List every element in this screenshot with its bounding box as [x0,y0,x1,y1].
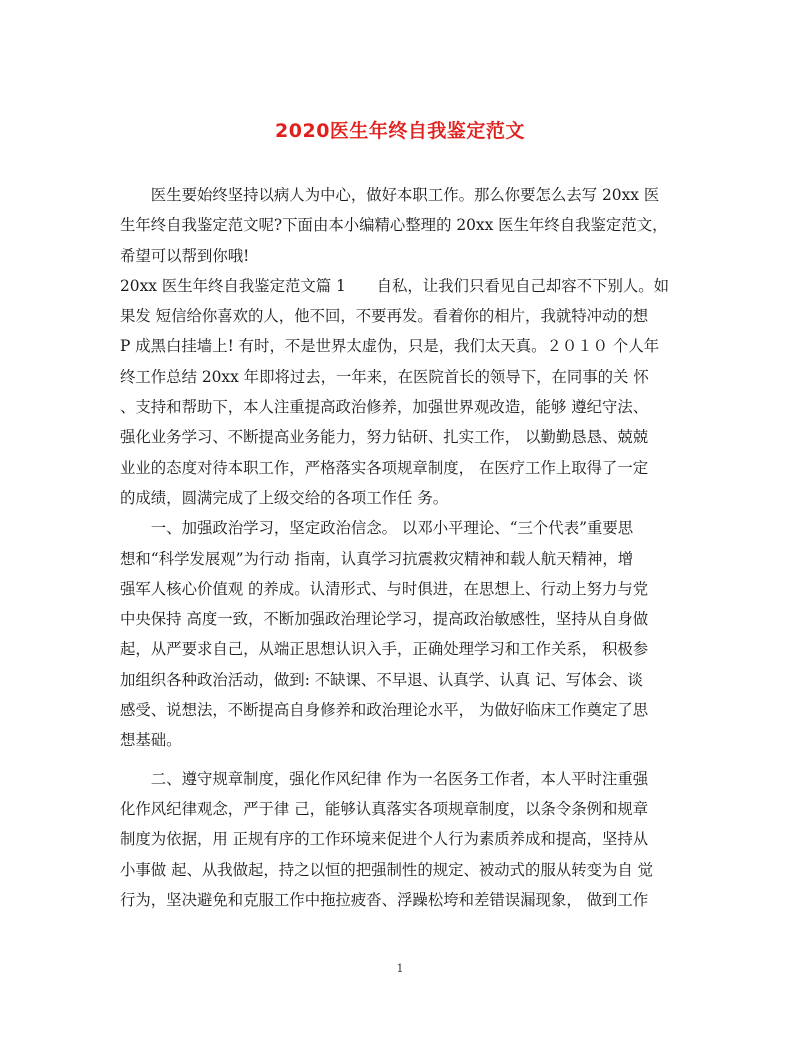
paragraph-line: 化作风纪律观念，严于律 己，能够认真落实各项规章制度，以条令条例和规章 [120,799,649,818]
page-number: 1 [396,962,404,975]
paragraph-line: 强化业务学习、不断提高业务能力，努力钻研、扎实工作， 以勤勤恳恳、兢兢 [120,428,649,447]
paragraph-line: 制度为依据，用 正规有序的工作环境来促进个人行为素质养成和提高，坚持从 [120,830,649,849]
paragraph-line: 医生要始终坚持以病人为中心，做好本职工作。那么你要怎么去写 20xx 医 [120,186,660,204]
paragraph-line: 中央保持 高度一致，不断加强政治理论学习，提高政治敏感性，坚持从自身做 [120,610,649,629]
paragraph-gap [120,756,682,764]
paragraph-line: 终工作总结 20xx 年即将过去，一年来，在医院首长的领导下，在同事的关 怀 [120,367,649,386]
paragraph-line: 、支持和帮助下，本人注重提高政治修养，加强世界观改造，能够 遵纪守法、 [120,398,649,417]
document-title: 2020医生年终自我鉴定范文 [275,120,525,142]
paragraph-line: 想和“科学发展观”为行动 指南，认真学习抗震救灾精神和载人航天精神，增 [120,549,634,568]
paragraph-line: 起，从严要求自己，从端正思想认识入手，正确处理学习和工作关系， 积极参 [120,640,649,659]
paragraph-line: 一、加强政治学习，坚定政治信念。 以邓小平理论、“三个代表”重要思 [120,519,634,538]
document-body [120,180,682,915]
paragraph-line: 强军人核心价值观 的养成。认清形式、与时俱进，在思想上、行动上努力与党 [120,579,649,598]
paragraph-line: 20xx 医生年终自我鉴定范文篇 1 自私，让我们只看见自己却容不下别人。如 [120,276,670,295]
paragraph-line: 希望可以帮到你哦! [120,246,250,265]
paragraph-line: 感受、说想法，不断提高自身修养和政治理论水平， 为做好临床工作奠定了思 [120,701,649,720]
paragraph-line: 加组织各种政治活动，做到: 不缺课、不早退、认真学、认真 记、写体会、谈 [120,670,643,689]
paragraph-line: P 成黑白挂墙上! 有时，不是世界太虚伪，只是，我们太天真。２０１０ 个人年 [120,337,660,356]
paragraph-line: 业业的态度对待本职工作，严格落实各项规章制度， 在医疗工作上取得了一定 [120,458,649,477]
paragraph-line: 想基础。 [120,731,182,750]
paragraph-line: 的成绩，圆满完成了上级交给的各项工作任 务。 [120,488,449,507]
paragraph-line: 小事做 起、从我做起，持之以恒的把强制性的规定、被动式的服从转变为自 觉 [120,860,654,879]
paragraph-line: 行为，坚决避免和克服工作中拖拉疲沓、浮躁松垮和差错误漏现象， 做到工作 [120,890,649,909]
paragraph-line: 二、遵守规章制度，强化作风纪律 作为一名医务工作者，本人平时注重强 [120,769,649,788]
paragraph-line: 生年终自我鉴定范文呢?下面由本小编精心整理的 20xx 医生年终自我鉴定范文， [120,216,668,235]
paragraph-line: 果发 短信给你喜欢的人，他不回，不要再发。看着你的相片，我就特冲动的想 [120,307,649,326]
